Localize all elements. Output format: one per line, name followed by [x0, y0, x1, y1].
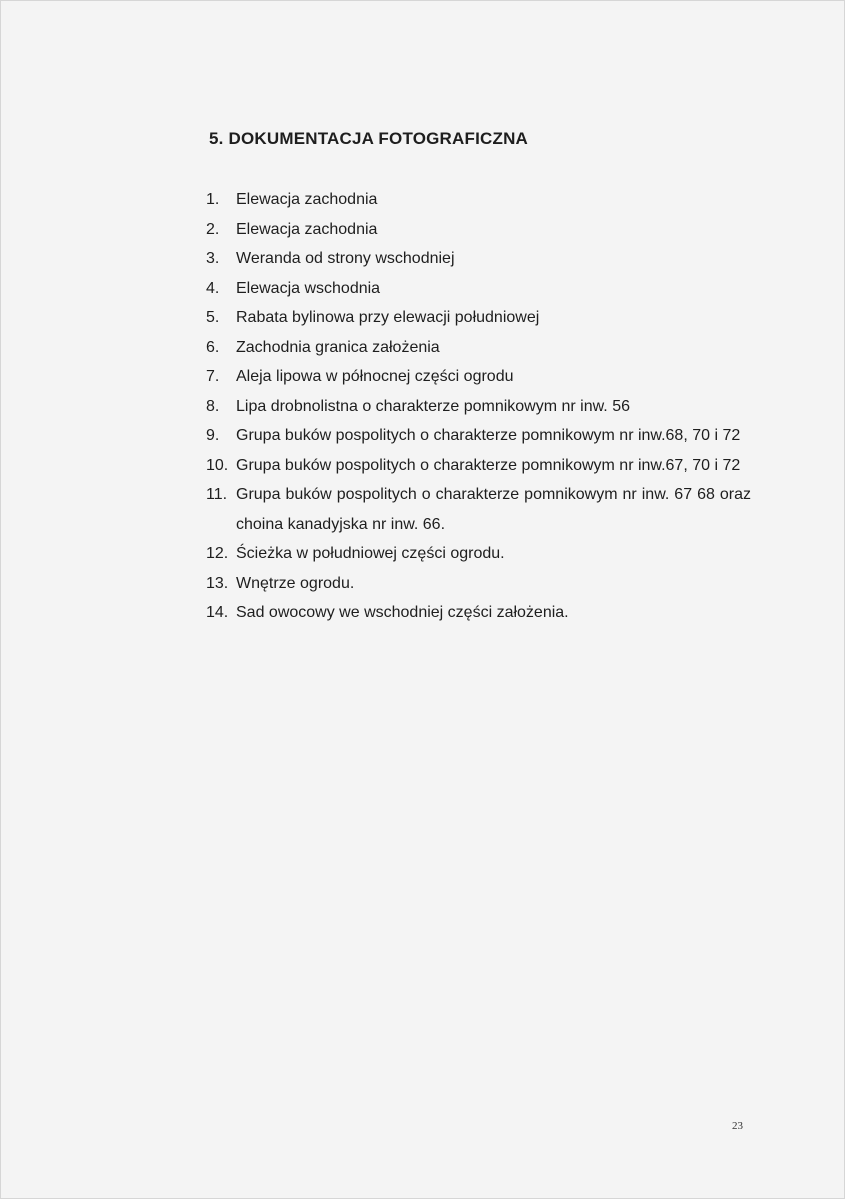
list-item — [206, 274, 751, 304]
list-item — [206, 451, 751, 481]
list-item — [206, 333, 751, 363]
list-item — [206, 392, 751, 422]
item-number: 13. — [206, 574, 229, 592]
item-text: Lipa drobnolistna o charakterze pomnikowym nr inw. 56 — [236, 397, 630, 415]
list-item — [206, 569, 751, 599]
item-number: 9. — [206, 427, 220, 444]
item-number: 4. — [206, 279, 220, 297]
item-number: 12. — [206, 545, 229, 562]
list-item — [206, 421, 751, 451]
item-number: 7. — [206, 368, 220, 385]
item-number: 10. — [206, 456, 229, 474]
item-text: Sad owocowy we wschodniej części założenia. — [236, 604, 569, 621]
item-text: Elewacja wschodnia — [236, 279, 381, 297]
item-text: Elewacja zachodnia — [236, 191, 378, 208]
item-text: Grupa buków pospolitych o charakterze pomnikowym nr inw. 67 68 oraz choina kanadyjska nr inw. 66. — [236, 486, 751, 533]
item-text: Zachodnia granica założenia — [236, 338, 440, 356]
item-number: 11. — [206, 486, 228, 503]
item-text: Aleja lipowa w północnej części ogrodu — [236, 368, 514, 385]
item-number: 14. — [206, 604, 229, 621]
page-number: 23 — [732, 1120, 743, 1132]
list-item — [206, 215, 751, 245]
list-item — [206, 303, 751, 333]
photo-list — [206, 185, 751, 628]
item-number: 6. — [206, 338, 220, 356]
item-text: Grupa buków pospolitych o charakterze pomnikowym nr inw.67, 70 i 72 — [236, 456, 741, 474]
item-text: Grupa buków pospolitych o charakterze pomnikowym nr inw.68, 70 i 72 — [236, 427, 741, 444]
item-number: 5. — [206, 309, 220, 326]
item-number: 8. — [206, 397, 220, 415]
item-text: Elewacja zachodnia — [236, 220, 378, 238]
list-item — [206, 539, 751, 569]
item-text: Weranda od strony wschodniej — [236, 250, 455, 267]
item-number: 1. — [206, 191, 220, 208]
section-heading: 5. DOKUMENTACJA FOTOGRAFICZNA — [209, 129, 529, 148]
item-text: Wnętrze ogrodu. — [236, 574, 355, 592]
item-text: Rabata bylinowa przy elewacji południowej — [236, 309, 540, 326]
item-number: 3. — [206, 250, 220, 267]
list-item — [206, 244, 751, 274]
item-number: 2. — [206, 220, 220, 238]
item-text: Ścieżka w południowej części ogrodu. — [236, 545, 505, 562]
list-item — [206, 362, 751, 392]
list-item — [206, 598, 751, 628]
list-item — [206, 185, 751, 215]
list-item — [206, 480, 751, 539]
